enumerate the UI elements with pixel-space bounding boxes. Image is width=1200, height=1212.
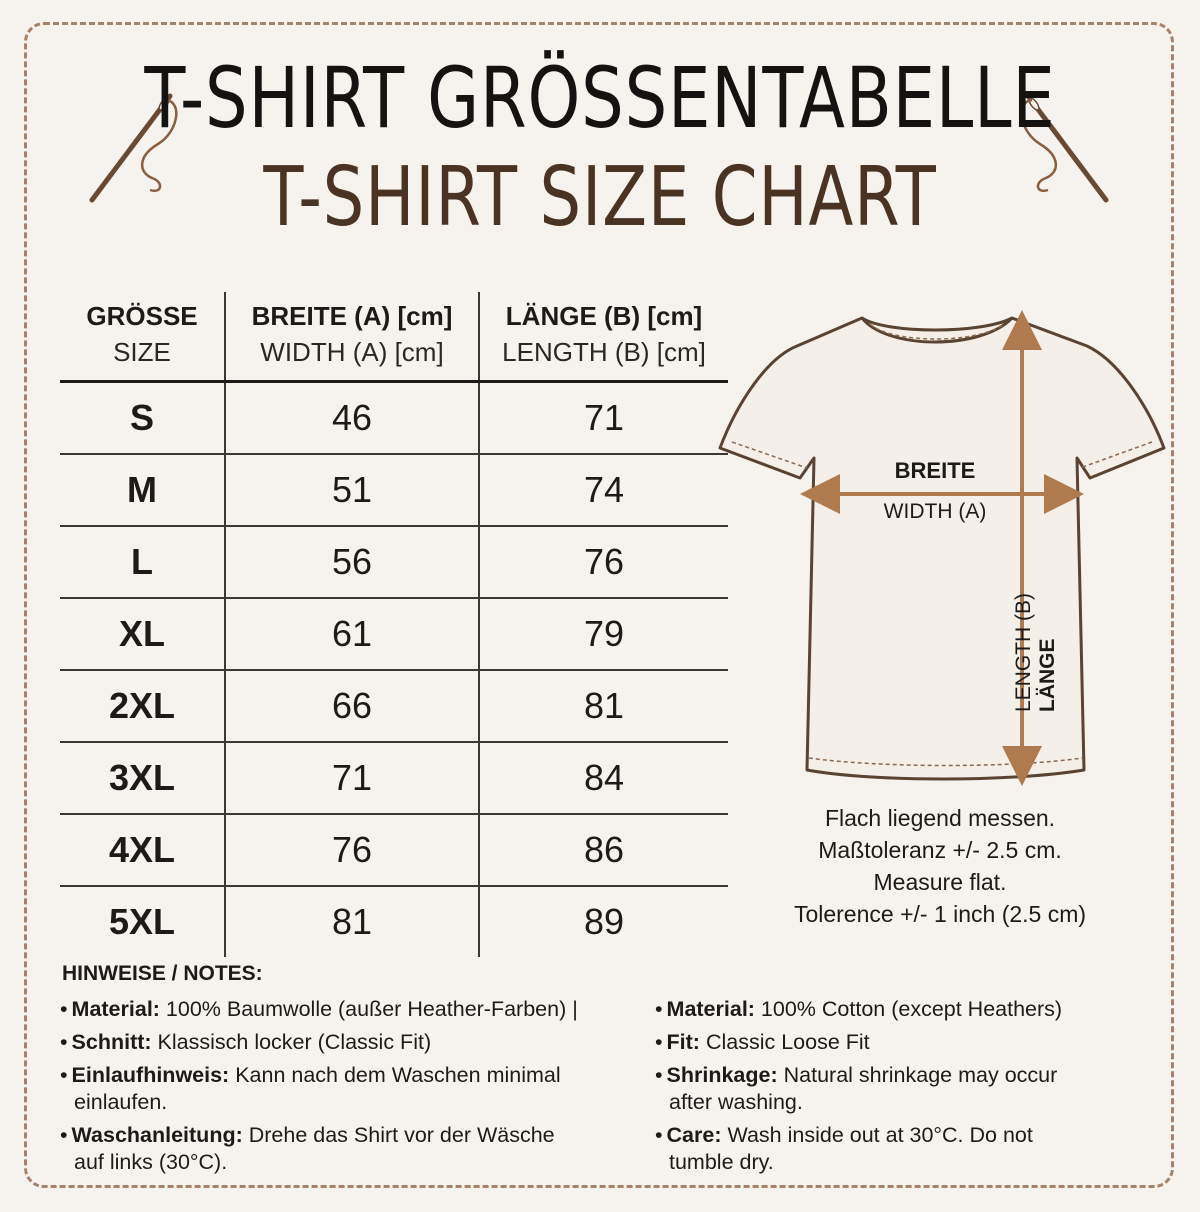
length-label-en: LENGTH (B) [1012, 592, 1035, 712]
size-cell: S [60, 382, 225, 455]
note-label: Shrinkage: [666, 1063, 778, 1087]
header-size [60, 292, 225, 382]
header-size-en: SIZE [113, 337, 171, 367]
note-fit-de [60, 1028, 431, 1056]
note-label: Einlaufhinweis: [71, 1063, 230, 1087]
size-cell: 5XL [108, 901, 176, 942]
width-cell: 81 [225, 886, 479, 957]
width-label-en: WIDTH (A) [883, 500, 987, 523]
table-row [60, 382, 728, 455]
note-shrinkage-en-cont: after washing. [669, 1090, 803, 1114]
length-label-de: LÄNGE [1036, 638, 1059, 712]
width-cell: 66 [225, 670, 479, 742]
measure-note: Measure flat. [873, 869, 1007, 895]
width-cell: 61 [225, 598, 479, 670]
notes-heading: HINWEISE / NOTES: [62, 962, 263, 985]
page-subtitle: T-SHIRT SIZE CHART [263, 150, 937, 245]
note-text: Natural shrinkage may occur [777, 1063, 1058, 1087]
length-cell: 86 [479, 814, 728, 886]
note-label: Waschanleitung: [71, 1123, 243, 1147]
size-cell: L [60, 526, 225, 598]
measure-note: Flach liegend messen. [824, 805, 1056, 831]
note-care-de-cont: auf links (30°C). [74, 1150, 228, 1174]
header-width-en: WIDTH (A) [cm] [260, 337, 444, 367]
note-shrinkage-de-cont: einlaufen. [74, 1090, 168, 1114]
note-text: 100% Cotton (except Heathers) [754, 997, 1063, 1021]
note-care-en-cont: tumble dry. [669, 1150, 774, 1174]
table-row [60, 454, 728, 526]
length-cell: 89 [479, 886, 728, 957]
note-shrinkage-de [60, 1061, 561, 1089]
measure-notes [740, 802, 1140, 930]
note-material-en [655, 995, 1062, 1023]
length-cell: 81 [479, 670, 728, 742]
measure-note: Tolerence +/- 1 inch (2.5 cm) [793, 901, 1087, 927]
measure-note: Maßtoleranz +/- 2.5 cm. [818, 837, 1062, 863]
table-row [60, 526, 728, 598]
width-cell: 71 [225, 742, 479, 814]
page-title: T-SHIRT GRÖSSENTABELLE [144, 49, 1056, 147]
note-fit-en [655, 1028, 870, 1056]
width-label-de: BREITE [894, 458, 976, 483]
header-width [225, 292, 479, 382]
width-cell: 51 [225, 454, 479, 526]
header-length-en: LENGTH (B) [cm] [502, 337, 706, 367]
table-header-row [60, 292, 728, 382]
note-care-en [655, 1121, 1033, 1149]
size-table [60, 292, 728, 957]
width-cell: 56 [225, 526, 479, 598]
length-cell: 71 [479, 382, 728, 455]
header-width-de: BREITE (A) [cm] [251, 301, 453, 331]
length-cell: 76 [479, 526, 728, 598]
header-length-de: LÄNGE (B) [cm] [505, 301, 703, 331]
size-cell: M [60, 454, 225, 526]
length-cell: 84 [479, 742, 728, 814]
note-label: Material: [666, 997, 755, 1021]
length-label [1012, 593, 1060, 712]
table-row [60, 814, 728, 886]
table-row [60, 598, 728, 670]
note-text: Drehe das Shirt vor der Wäsche [242, 1123, 555, 1147]
table-row [60, 670, 728, 742]
note-material-de [60, 995, 578, 1023]
note-text: Wash inside out at 30°C. Do not [721, 1123, 1033, 1147]
table-row [60, 886, 728, 957]
note-text: Klassisch locker (Classic Fit) [151, 1030, 432, 1054]
width-cell: 76 [225, 814, 479, 886]
header-size-de: GRÖSSE [86, 301, 198, 331]
note-text: Kann nach dem Waschen minimal [229, 1063, 561, 1087]
table-row [60, 742, 728, 814]
t-shirt-illustration [712, 308, 1172, 788]
note-label: Fit: [666, 1030, 700, 1054]
size-cell: 2XL [60, 670, 225, 742]
note-care-de [60, 1121, 555, 1149]
note-text: Classic Loose Fit [699, 1030, 870, 1054]
note-label: Care: [666, 1123, 722, 1147]
note-label: Material: [71, 997, 160, 1021]
header-length [479, 292, 728, 382]
note-shrinkage-en [655, 1061, 1057, 1089]
length-cell: 79 [479, 598, 728, 670]
size-cell: XL [60, 598, 225, 670]
width-cell: 46 [225, 382, 479, 455]
length-cell: 74 [479, 454, 728, 526]
size-cell: 3XL [60, 742, 225, 814]
note-label: Schnitt: [71, 1030, 152, 1054]
size-cell: 4XL [60, 814, 225, 886]
note-text: 100% Baumwolle (außer Heather-Farben) | [159, 997, 578, 1021]
